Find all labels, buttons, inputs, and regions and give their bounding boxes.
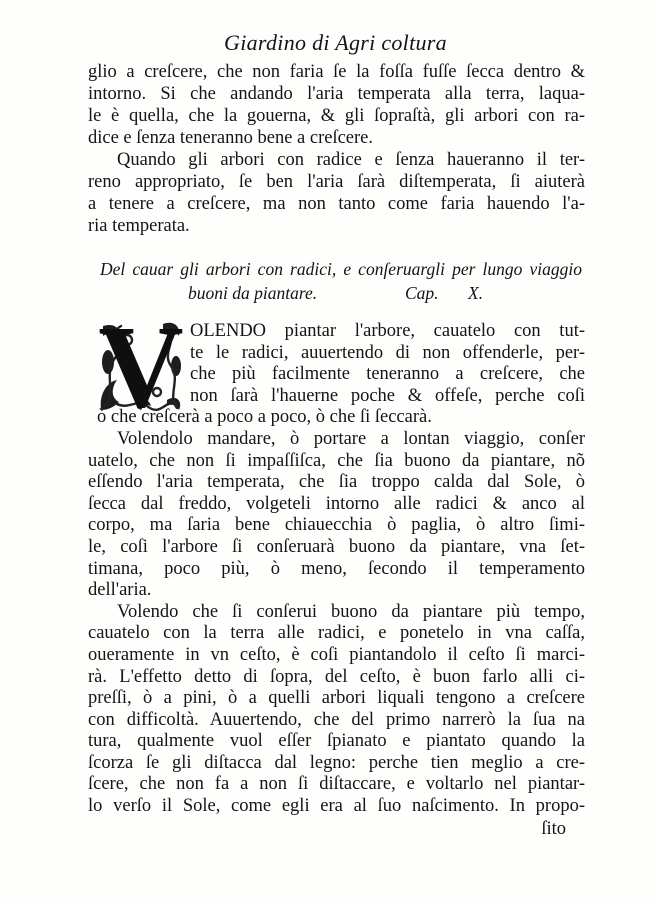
chapter-number: X. <box>468 283 484 303</box>
text-line: ria temperata. <box>88 216 190 236</box>
text-line: tura, qualmente vuol eſſer ſpianato e piantato quando la <box>88 731 585 752</box>
drop-cap-letter: V <box>98 301 184 432</box>
text-line: oueramente in vn ceſto, è coſi piantandolo il ceſto ſi marci- <box>88 644 585 665</box>
text-line: intorno. Si che andando l'aria temperata alla terra, laqua- <box>88 84 585 104</box>
text-line: lo verſo il Sole, come egli era al ſuo naſcimento. In propo- <box>88 796 585 817</box>
text-line: rà. L'effetto detto di ſopra, del ceſto, è buon farlo alli ci- <box>88 666 585 687</box>
chapter-label: Cap. <box>405 283 439 303</box>
text-line: ò che creſcerà a poco a poco, ò che ſi ſeccarà. <box>97 407 432 428</box>
text-line: non ſarà l'hauerne poche & offeſe, perche coſi <box>190 385 585 406</box>
catchword: ſito <box>541 819 566 839</box>
text-line: te le radici, auuertendo di non offenderle, per- <box>190 342 585 363</box>
text-line: reno appropriato, ſe ben l'aria ſarà diſtemperata, ſi aiuterà <box>88 172 585 192</box>
text-block-chapter <box>88 321 585 818</box>
text-line: corpo, ma ſaria bene chiauecchia ò paglia, ò altro ſimi- <box>88 515 585 536</box>
text-line: OLENDO piantar l'arbore, cauatelo con tut- <box>190 321 585 341</box>
text-line: ſcere, che non fa a non ſi diſtaccare, e voltarlo nel piantar- <box>88 774 585 795</box>
text-line: dell'aria. <box>88 580 152 601</box>
text-line: che più facilmente teneranno a creſcere, che <box>190 364 585 385</box>
text-line: dice e ſenza teneranno bene a creſcere. <box>88 128 374 148</box>
text-line: cauatelo con la terra alle radici, e ponetelo in vna caſſa, <box>88 623 585 644</box>
text-line: Quando gli arbori con radice e ſenza haueranno il ter- <box>117 150 585 170</box>
text-line: timana, poco più, ò meno, ſecondo il temperamento <box>88 558 585 579</box>
running-head: Giardino di Agri coltura <box>224 30 447 55</box>
text-line: ſecca dal freddo, volgeteli intorno alle radici & anco al <box>88 493 585 514</box>
text-line: Volendolo mandare, ò portare a lontan viaggio, conſer <box>117 428 585 449</box>
text-block-top <box>88 61 585 237</box>
text-line: Volendo che ſi conſerui buono da piantare più tempo, <box>117 601 585 622</box>
text-line: a tenere a creſcere, ma non tanto come faria hauendo l'a- <box>88 194 585 214</box>
text-line: uatelo, che non ſi impaſſiſca, che ſia buono da piantare, nõ <box>88 450 585 471</box>
chapter-heading-line: Del cauar gli arbori con radici, e conſeruargli per lungo viaggio <box>100 259 582 279</box>
text-line: eſſendo l'aria temperata, che ſia troppo calda dal Sole, ò <box>88 472 585 493</box>
text-line: con difficoltà. Auuertendo, che del primo narrerò la ſua na <box>88 709 585 730</box>
text-line: le è quella, che la gouerna, & gli ſopraſtà, gli arbori con ra- <box>88 106 585 126</box>
chapter-heading <box>100 257 582 305</box>
text-line: preſſi, ò a pini, ò a quelli arbori liquali tengono a creſcere <box>88 688 585 709</box>
text-line: glio a creſcere, che non faria ſe la foſſa fuſſe ſecca dentro & <box>88 62 585 82</box>
text-line: ſcorza ſe gli diſtacca dal legno: perche tien meglio a cre- <box>88 752 585 773</box>
text-line: le, coſi l'arbore ſi conſeruarà buono da piantare, vna ſet- <box>88 536 585 557</box>
chapter-title-end: buoni da piantare. <box>188 283 318 303</box>
